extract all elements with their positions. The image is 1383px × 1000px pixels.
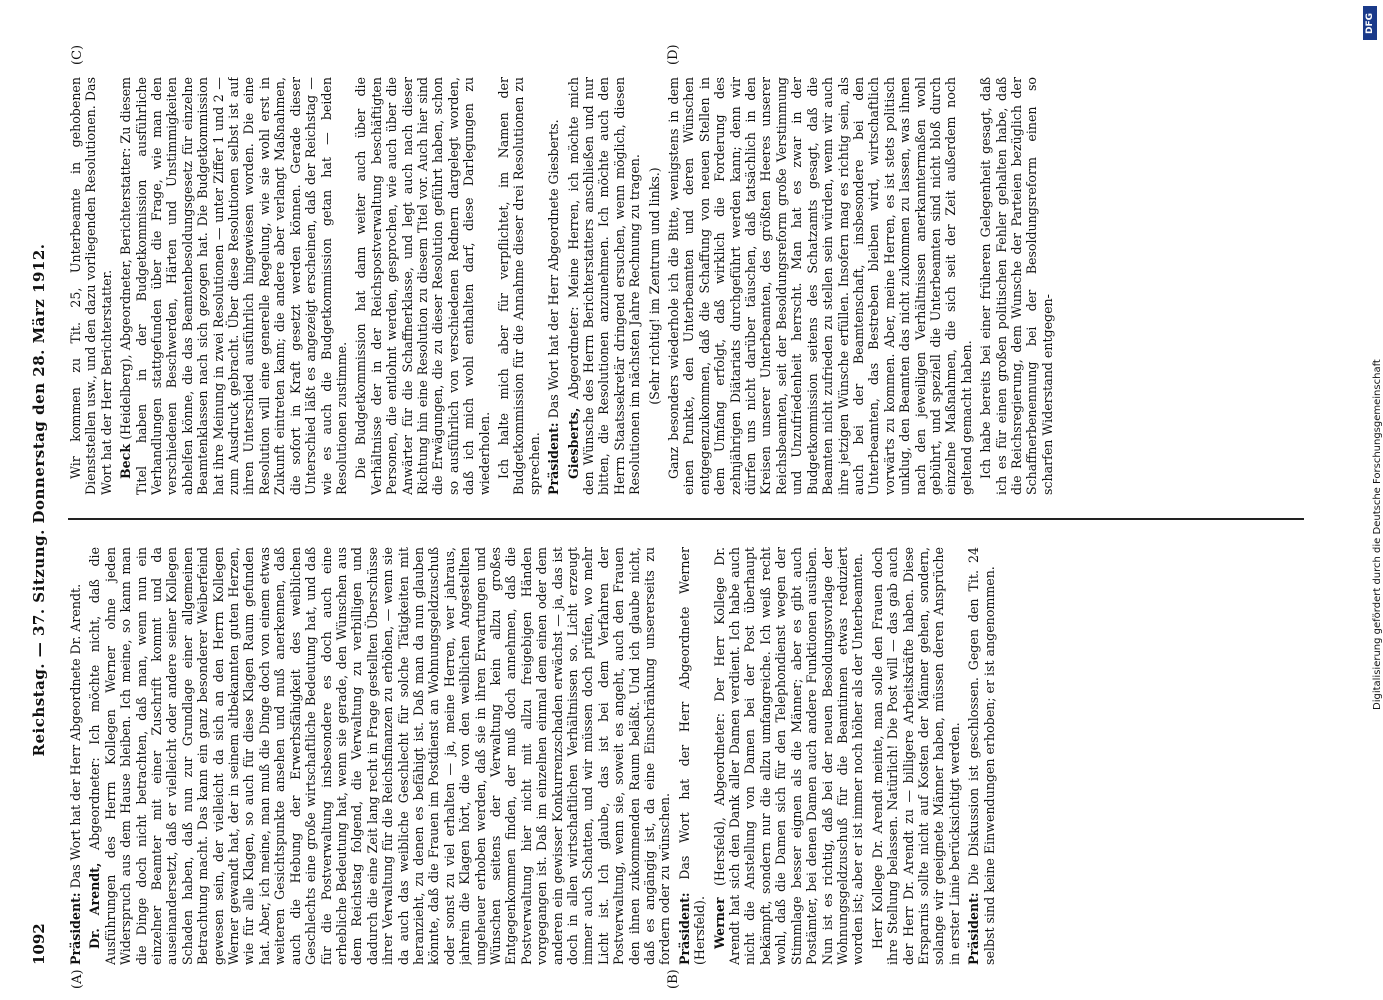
paragraph xyxy=(546,77,561,495)
speaker-name: Präsident: xyxy=(966,892,982,965)
speaker-name: Werner xyxy=(711,897,727,949)
speaker-name: Dr. Arendt, xyxy=(87,862,103,949)
page-title: Reichstag. — 37. Sitzung. Donnerstag den 28. März 1912. xyxy=(30,243,48,757)
paragraph xyxy=(353,77,492,495)
paragraph-text: Ich halte mich aber für verpflichtet, im Namen der Budgetkommission für die Annahme dieser drei Resolutionen zu sprechen. xyxy=(495,77,542,495)
paragraph xyxy=(677,547,708,965)
paragraph-text: Abgeordneter: Meine Herren, ich möchte mich den Wünsche des Herrn Berichterstatters anschließen und nur bitten, die Resolutionen anzunehmen. Ich möchte auch den Herrn Staatssekretär dringend ersuchen, wenn möglich, diesen Resolutionen im nächsten Jahre Rechnung zu tragen. xyxy=(565,77,643,495)
speaker-name: Präsident: xyxy=(546,422,562,495)
paragraph xyxy=(496,77,542,495)
paragraph-text: (Heidelberg), Abgeordneter, Berichterstatter: Zu diesem Titel haben in der Budgetkommission ausführliche Verhandlungen stattgefunden über die Frage, wie man den verschiedenen Beschwerden, Härten und Unstimmigkeiten abhelfen könne, die das Beamtenbesoldungsgesetz für einzelne Beamtenklassen nach sich gezogen hat. Die Budgetkommission hat ihre Meinung in zwei Resolutionen — unter Ziffer 1 und 2 — zum Ausdruck gebracht. Über diese Resolutionen selbst ist auf ihren Unterschied ausführlich hingewiesen worden. Die eine Resolution will eine generelle Regelung, wie sie wohl erst in Zukunft eintreten kann; die andere aber verlangt Maßnahmen, die sofort in Kraft gesetzt werden können. Gerade dieser Unterschied läßt es angezeigt erscheinen, daß der Reichstag — wie es auch die Budgetkommission getan hat — beiden Resolutionen zustimme. xyxy=(118,77,349,495)
paragraph xyxy=(666,77,974,495)
speaker-name: Präsident: xyxy=(68,892,83,965)
paragraph-text: Das Wort hat der Herr Abgeordnete Werner (Hersfeld). xyxy=(676,547,708,965)
paragraph xyxy=(712,547,866,965)
paragraph-text: Abgeordneter: Ich möchte nicht, daß die Ausführungen des Herrn Kollegen Werner ohne jeden Widerspruch aus dem Hause bleiben. Ich meine, so kann man die Dinge doch nicht betrachten, daß man, wenn nun ein einzelner Beamter mit einer Zuschrift kommt und da auseinandersetzt, daß er vielleicht oder andere seiner Kollegen Schaden haben, daß nun zur Grundlage einer allgemeinen Betrachtung macht. Das kann ein ganz besonderer Weiberfeind gewesen sein, der vielleicht da sich an den Herrn Kollegen Werner gewandt hat, der in seinem altbekannten guten Herzen, wie für alle Klagen, so auch für diese Klagen Raum gefunden hat. Aber, ich meine, man muß die Dinge doch von einem etwas weiteren Gesichtspunkte ansehen und muß anerkennen, daß auch die Hebung der Erwerbsfähigkeit des weiblichen Geschlechts eine große wirtschaftliche Bedeutung hat, und daß für die Postverwaltung insbesondere es doch auch eine erhebliche Bedeutung hat, wenn sie gerade, den Wünschen aus dem Reichstag folgend, die Verwaltung zu verbilligen und dadurch die eine Zeit lang recht in Frage gestellten Überschüsse ihrer Verwaltung für die Reichsfinanzen zu erhöhen, — wenn sie da auch das weibliche Geschlecht für solche Tätigkeiten mit heranzieht, zu denen es befähigt ist. Daß man da nun glauben könnte, daß die Frauen im Postdienst an Wohnungsgeldzuschuß oder sonst zu viel erhalten — ja, meine Herren, wer jahraus, jahrein die Klagen hört, die von den weiblichen Angestellten ungeheuer erhoben werden, daß sie in ihren Erwartungen und Wünschen seitens der Verwaltung kein allzu großes Entgegenkommen finden, der muß doch annehmen, daß die Postverwaltung hier nicht mit allzu freigebigen Händen vorgegangen ist. Daß im einzelnen einmal dem einen oder dem anderen ein gewisser Konkurrenzschaden erwächst — ja, das ist doch in allen wirtschaftlichen Verhältnissen so. Licht erzeugt immer auch Schatten, und wir müssen doch prüfen, wo mehr Licht ist. Ich glaube, das ist bei dem Verfahren der Postverwaltung, wenn sie, soweit es angeht, auch den Frauen den ihnen zukommenden Raum beläßt. Und ich glaube nicht, daß es angängig ist, da eine Einschränkung unsererseits zu fordern oder zu wünschen. xyxy=(87,547,673,965)
paragraph-text: Die Budgetkommission hat dann weiter auch über die Verhältnisse der in der Reichspostverwaltung beschäftigten Personen, die entlohnt werden, gesprochen, wie auch über die Anwärter für die Schaffnerklasse, und legt auch nach dieser Richtung hin eine Resolution zu diesem Titel vor. Auch hier sind die Erwägungen, die zu dieser Resolution geführt haben, schon so ausführlich von verschiedenen Rednern dargelegt worden, daß ich mich wohl enthalten darf, diese Darlegungen zu wiederholen. xyxy=(353,77,492,495)
paragraph xyxy=(966,547,997,965)
paragraph-text: Herr Kollege Dr. Arendt meinte, man solle den Frauen doch ihre Stellung belassen. Natürlich! Die Post will — das gab auch der Herr Dr. Arendt zu — billigere Arbeitskräfte haben. Diese Ersparnis sollte nicht auf Kosten der Männer gehen, sondern, solange wir geeignete Männer haben, müssen deren Ansprüche in erster Linie berücksichtigt werden. xyxy=(869,547,962,965)
speaker-name: Präsident: xyxy=(676,892,692,965)
paragraph-text: Das Wort hat der Herr Abgeordnete Dr. Arendt. xyxy=(68,583,83,893)
paragraph xyxy=(978,77,1055,495)
column-divider xyxy=(68,518,1304,520)
page-header xyxy=(26,35,58,965)
paragraph xyxy=(68,77,114,495)
right-column xyxy=(68,77,1318,495)
paragraph xyxy=(566,77,643,495)
margin-marker-c: (C) xyxy=(70,44,85,65)
left-column xyxy=(68,547,1318,965)
dfg-logo: DFG xyxy=(1363,6,1377,40)
paragraph-text: (Hersfeld), Abgeordneter: Der Herr Kollege Dr. Arendt hat sich den Dank aller Damen verdient. Ich habe auch nicht die Anstellung von Damen bei der Post überhaupt bekämpft, sondern nur die allzu umfangreiche. Ich weiß recht wohl, daß die Damen sich für den Telephondienst wegen der Stimmlage besser eignen als die Männer; aber es gibt auch Postämter, bei denen Damen auch andere Funktionen ausüben. Nun ist es richtig, daß bei der neuen Besoldungsvorlage der Wohnungsgeldzuschuß für die Beamtinnen etwas reduziert worden ist; aber er ist immer noch höher als der Unterbeamten. xyxy=(711,547,866,965)
margin-marker-b: (B) xyxy=(666,969,681,989)
paragraph xyxy=(870,547,962,965)
speaker-name: Beck xyxy=(118,443,134,479)
paragraph xyxy=(647,77,662,495)
paragraph-text: (Sehr richtig! im Zentrum und links.) xyxy=(646,167,662,405)
paragraph-text: Ich habe bereits bei einer früheren Gelegenheit gesagt, daß ich es für einen großen politischen Fehler gehalten habe, daß die Reichsregierung, dem Wunsche der Parteien bezüglich der Schaffnerbenennung bei der Besoldungsreform einen so scharfen Widerstand entgegen- xyxy=(978,77,1055,495)
speaker-name: Giesberts, xyxy=(565,407,581,479)
paragraph-text: Die Diskussion ist geschlossen. Gegen den Tit. 24 selbst sind keine Einwendungen erhoben; er ist angenommen. xyxy=(966,547,997,965)
paragraph-text: Das Wort hat der Herr Abgeordnete Giesberts. xyxy=(546,119,562,423)
margin-marker-a: (A) xyxy=(70,969,85,989)
digitization-note: Digitalisierung gefördert durch die Deutsche Forschungsgemeinschaft xyxy=(1372,359,1383,710)
paragraph xyxy=(87,547,672,965)
paragraph xyxy=(68,547,83,965)
margin-marker-d: (D) xyxy=(666,44,681,65)
page-number: 1092 xyxy=(30,923,48,965)
rotated-sheet xyxy=(26,35,1326,989)
paragraph xyxy=(118,77,349,495)
paragraph-text: Ganz besonders wiederhole ich die Bitte, wenigstens in dem einen Punkte, den Unterbeamten und deren Wünschen entgegenzukommen, daß die Schaffung von neuen Stellen in dem Umfang erfolgt, daß wirklich die Forderung des zehnjährigen Diätariats durchgeführt werden kann; denn wir dürfen uns nicht darüber täuschen, daß tatsächlich in den Kreisen unserer Unterbeamten, des größten Heeres unserer Reichsbeamten, seit der Besoldungsreform große Verstimmung und Unzufriedenheit herrscht. Man hat es zwar in der Budgetkommission seitens des Schatzamts gesagt, daß die Beamten nicht zufrieden zu stellen sein würden, wenn wir auch ihre jetzigen Wünsche erfüllen. Insofern mag es richtig sein, als auch bei der Beamtenschaft, insbesondere bei den Unterbeamten, das Bestreben bleiben wird, wirtschaftlich vorwärts zu kommen. Aber, meine Herren, es ist stets politisch unklug, den Beamten das nicht zukommen zu lassen, was ihnen nach den jeweiligen Verhältnissen anerkanntermaßen wohl gebührt, und speziell die Unterbeamten sind nicht bloß durch einzelne Maßnahmen, die sich seit der Zeit außerdem noch geltend gemacht haben. xyxy=(666,77,974,495)
paragraph-text: Wir kommen zu Tit. 25, Unterbeamte in gehobenen Dienststellen usw., und den dazu vorliegenden Resolutionen. Das Wort hat der Herr Berichterstatter. xyxy=(68,77,114,495)
